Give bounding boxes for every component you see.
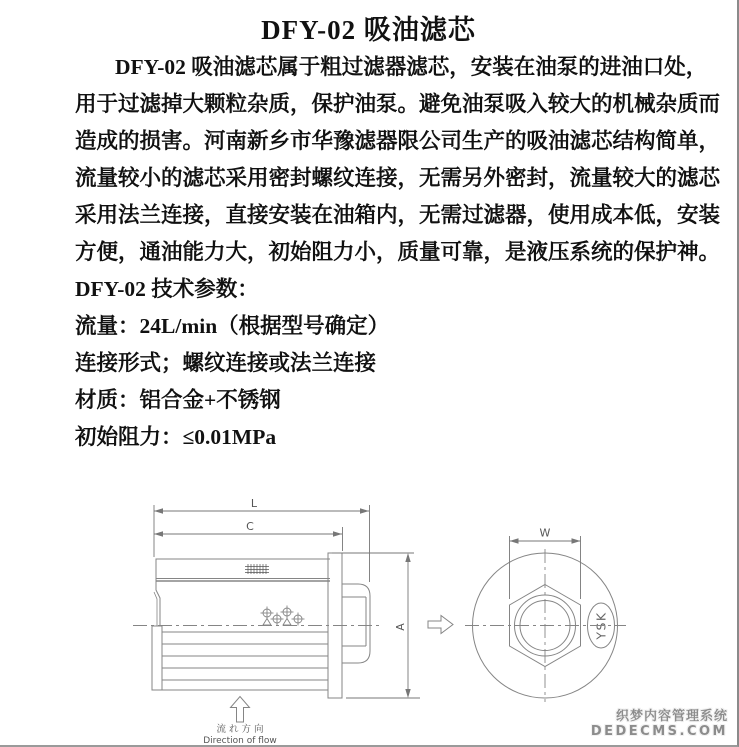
dimension-arrowheads <box>154 508 411 698</box>
intro-line: 采用法兰连接，直接安装在油箱内，无需过滤器，使用成本低，安装 <box>75 203 721 227</box>
dedecms-watermark <box>591 709 728 739</box>
flow-label-en: Direction of flow <box>203 736 277 746</box>
flow-label-jp: 流 れ 方 向 <box>216 724 264 735</box>
end-view <box>473 553 618 698</box>
end-view-crosshairs <box>465 549 626 702</box>
intro-line: 流量较小的滤芯采用密封螺纹连接，无需另外密封，流量较大的滤芯 <box>75 166 721 190</box>
specs-heading: DFY-02 技术参数： <box>75 277 259 301</box>
dim-w-arrowheads <box>510 538 581 543</box>
intro-line: 用于过滤掉大颗粒杂质，保护油泵。避免油泵吸入较大的机械杂质而 <box>75 92 721 116</box>
dim-a-label: A <box>394 623 407 631</box>
intro-line: 方便，通油能力大，初始阻力小，质量可靠，是液压系统的保护神。 <box>75 240 721 264</box>
dim-c-label: C <box>246 520 254 533</box>
dimension-lines <box>154 505 420 698</box>
intro-line: 造成的损害。河南新乡市华豫滤器限公司生产的吸油滤芯结构简单， <box>75 129 721 153</box>
watermark-line-en: DEDECMS.COM <box>590 724 728 739</box>
ysk-stamp-label: YSK <box>593 611 609 640</box>
dim-w-lines <box>510 536 581 599</box>
intro-line: DFY-02 吸油滤芯属于粗过滤器滤芯，安装在油泵的进油口处， <box>115 55 708 79</box>
watermark-line-cn: 织梦内容管理系统 <box>615 709 728 724</box>
spec-item-connection: 连接形式；螺纹连接或法兰连接 <box>75 351 377 375</box>
weld-symbols <box>261 606 305 626</box>
spec-item-initial-resistance: 初始阻力：≤0.01MPa <box>75 425 277 449</box>
page-title: DFY-02 吸油滤芯 <box>261 15 476 45</box>
side-view <box>152 553 370 698</box>
flow-direction-arrow-icon <box>231 697 250 723</box>
dim-l-label: L <box>250 497 258 510</box>
hatch-mark <box>245 564 269 574</box>
view-direction-arrow-icon <box>428 616 453 634</box>
dim-w-label: W <box>539 526 551 540</box>
body-text <box>75 49 721 456</box>
spec-item-flow: 流量：24L/min（根据型号确定） <box>75 314 390 338</box>
spec-item-material: 材质：铝合金+不锈钢 <box>75 388 281 412</box>
